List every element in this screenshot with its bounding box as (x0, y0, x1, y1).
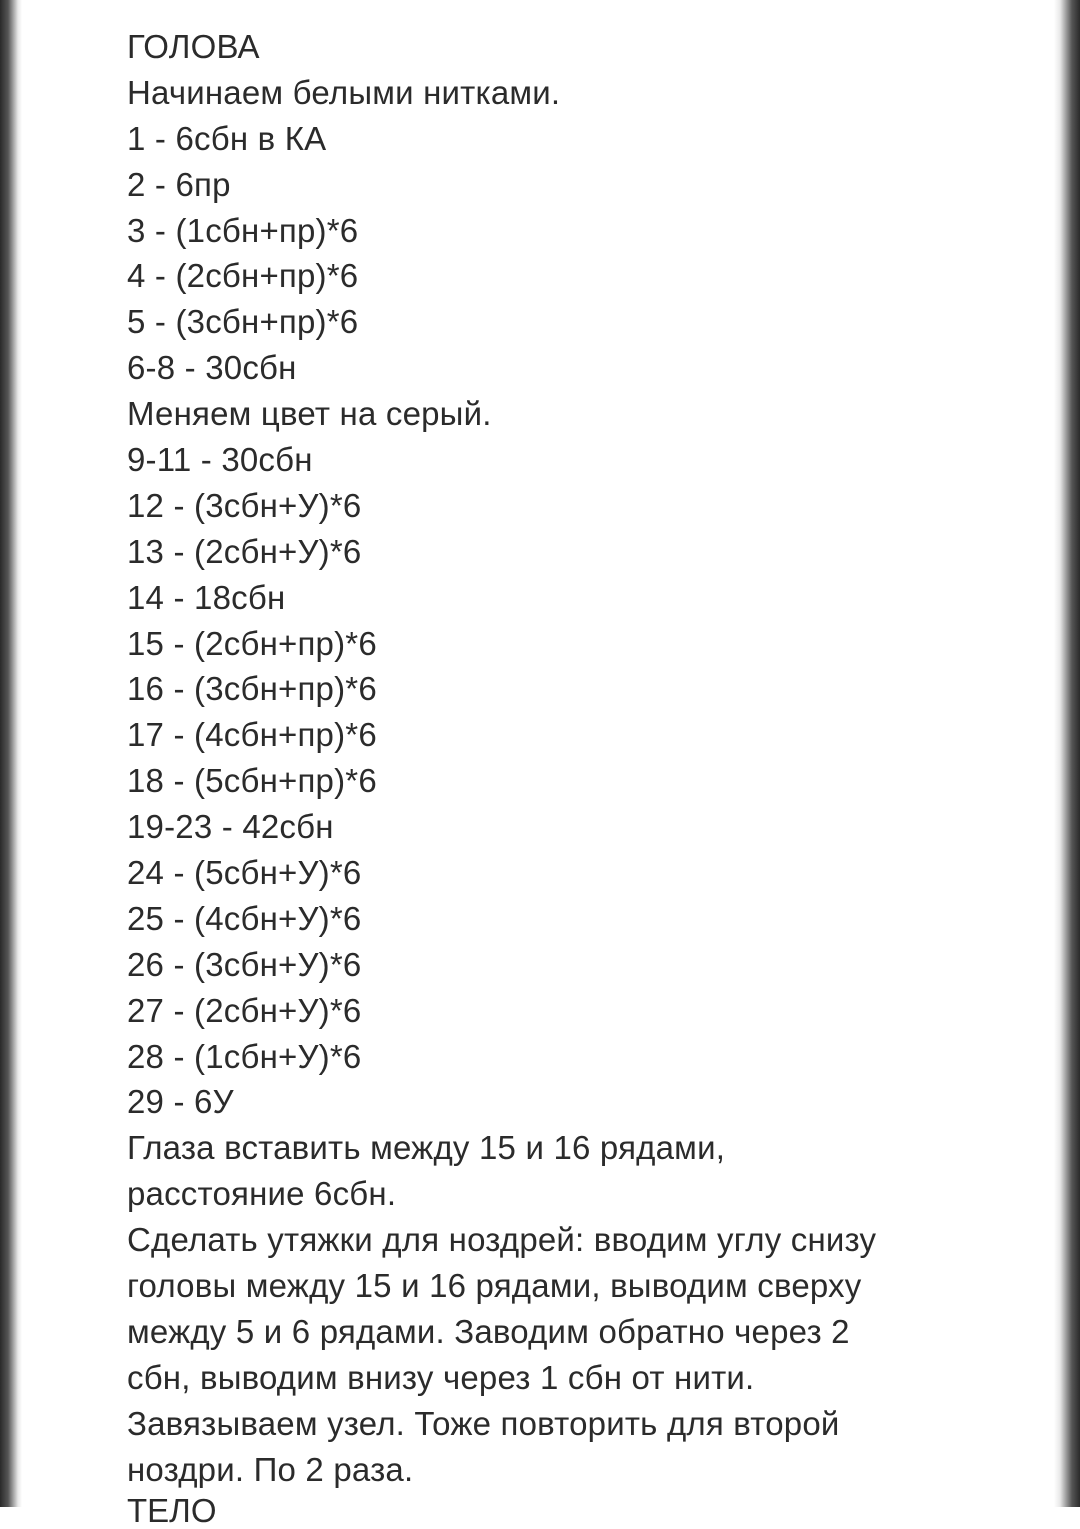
nostrils-instruction-line: Завязываем узел. Тоже повторить для второй (127, 1404, 840, 1442)
row-line: 17 - (4сбн+пр)*6 (127, 716, 377, 754)
nostrils-instruction-line: сбн, выводим внизу через 1 сбн от нити. (127, 1358, 755, 1396)
section-title: ГОЛОВА (127, 28, 260, 65)
pattern-text (127, 24, 927, 1493)
row-line: 19-23 - 42сбн (127, 808, 334, 846)
eyes-instruction-line: Глаза вставить между 15 и 16 рядами, (127, 1129, 726, 1167)
nostrils-instruction-line: Сделать утяжки для ноздрей: вводим углу снизу (127, 1221, 877, 1259)
next-section-heading-cutoff: ТЕЛО (127, 1492, 217, 1529)
row-line: 29 - 6У (127, 1083, 234, 1121)
row-line: 16 - (3сбн+пр)*6 (127, 670, 377, 708)
row-line: 6-8 - 30сбн (127, 349, 297, 387)
row-line: 25 - (4сбн+У)*6 (127, 899, 362, 937)
row-line: 18 - (5сбн+пр)*6 (127, 762, 377, 800)
row-line: 12 - (3сбн+У)*6 (127, 486, 362, 524)
row-line: 1 - 6сбн в КА (127, 119, 327, 157)
color-change-line: Меняем цвет на серый. (127, 395, 492, 433)
row-line: 5 - (3сбн+пр)*6 (127, 303, 359, 341)
row-line: 13 - (2сбн+У)*6 (127, 532, 362, 570)
row-line: 24 - (5сбн+У)*6 (127, 854, 362, 892)
intro-line: Начинаем белыми нитками. (127, 73, 561, 111)
row-line: 15 - (2сбн+пр)*6 (127, 624, 377, 662)
photo-edge-left (0, 0, 22, 1507)
row-line: 2 - 6пр (127, 165, 231, 203)
row-line: 3 - (1сбн+пр)*6 (127, 211, 359, 249)
nostrils-instruction-line: головы между 15 и 16 рядами, выводим сверху (127, 1267, 862, 1305)
nostrils-instruction-line: ноздри. По 2 раза. (127, 1450, 414, 1488)
row-line: 28 - (1сбн+У)*6 (127, 1037, 362, 1075)
row-line: 14 - 18сбн (127, 578, 286, 616)
row-line: 27 - (2сбн+У)*6 (127, 991, 362, 1029)
eyes-instruction-line: расстояние 6сбн. (127, 1175, 397, 1213)
row-line: 4 - (2сбн+пр)*6 (127, 257, 359, 295)
nostrils-instruction-line: между 5 и 6 рядами. Заводим обратно через 2 (127, 1312, 850, 1350)
row-line: 26 - (3сбн+У)*6 (127, 945, 362, 983)
row-line: 9-11 - 30сбн (127, 441, 313, 479)
photo-edge-right (1054, 0, 1080, 1507)
